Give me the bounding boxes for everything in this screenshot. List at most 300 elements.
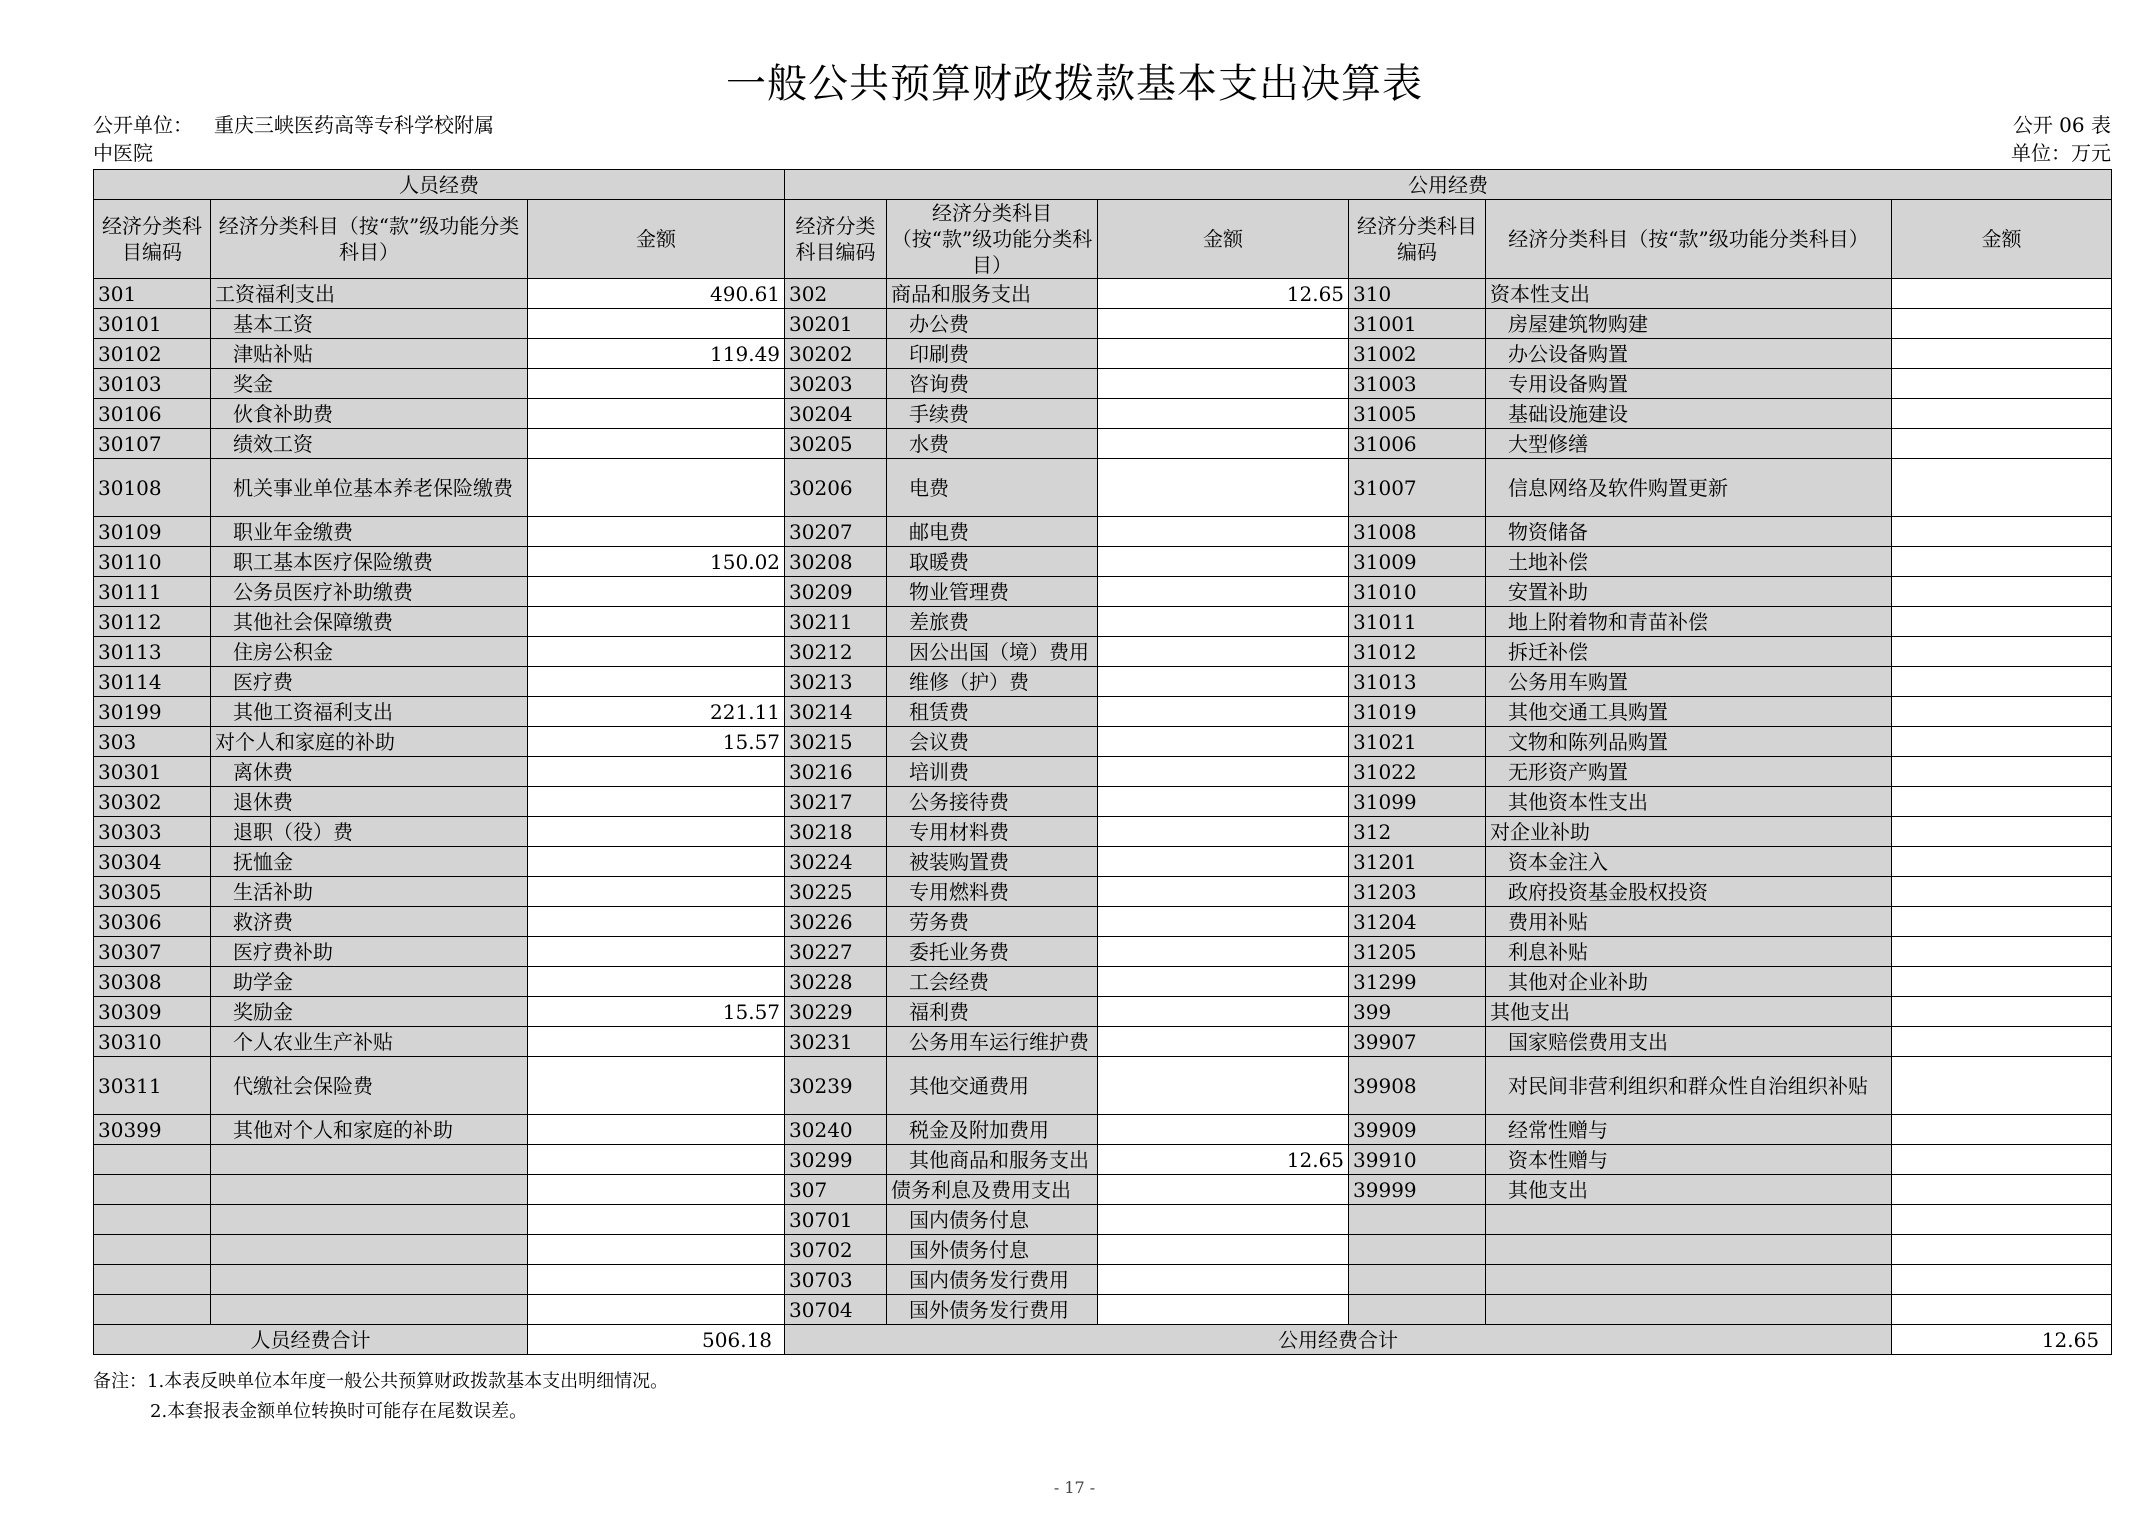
table-row	[94, 1295, 2112, 1325]
personnel-amount: 15.57	[528, 727, 785, 757]
public-a-name: 因公出国（境）费用	[887, 637, 1098, 667]
public-b-amount	[1892, 1057, 2112, 1115]
public-b-code: 31003	[1349, 369, 1486, 399]
personnel-amount	[528, 399, 785, 429]
public-a-code: 30231	[785, 1027, 887, 1057]
personnel-code: 30304	[94, 847, 211, 877]
public-b-amount	[1892, 997, 2112, 1027]
public-a-code: 30217	[785, 787, 887, 817]
personnel-total-amount: 506.18	[528, 1325, 785, 1355]
public-b-amount	[1892, 399, 2112, 429]
public-a-amount	[1098, 937, 1349, 967]
personnel-code: 30102	[94, 339, 211, 369]
unit-name-continued: 中医院	[93, 141, 153, 165]
personnel-amount	[528, 817, 785, 847]
table-number: 公开 06 表	[2012, 113, 2111, 137]
public-b-amount	[1892, 907, 2112, 937]
public-a-name: 其他交通费用	[887, 1057, 1098, 1115]
public-b-name: 土地补偿	[1486, 547, 1892, 577]
table-row	[94, 997, 2112, 1027]
public-a-code: 30299	[785, 1145, 887, 1175]
public-a-name: 电费	[887, 459, 1098, 517]
public-a-amount	[1098, 339, 1349, 369]
personnel-amount	[528, 907, 785, 937]
public-b-name: 安置补助	[1486, 577, 1892, 607]
public-b-name: 资本性支出	[1486, 279, 1892, 309]
personnel-code: 30111	[94, 577, 211, 607]
table-row	[94, 817, 2112, 847]
public-a-name: 租赁费	[887, 697, 1098, 727]
table-row	[94, 967, 2112, 997]
personnel-code: 30110	[94, 547, 211, 577]
public-a-amount	[1098, 817, 1349, 847]
public-a-amount	[1098, 1027, 1349, 1057]
public-a-amount	[1098, 547, 1349, 577]
public-a-code: 30239	[785, 1057, 887, 1115]
personnel-name: 助学金	[211, 967, 528, 997]
col-header-amount: 金额	[528, 200, 785, 279]
public-b-amount	[1892, 847, 2112, 877]
public-a-name: 委托业务费	[887, 937, 1098, 967]
public-b-name: 大型修缮	[1486, 429, 1892, 459]
public-a-name: 公务接待费	[887, 787, 1098, 817]
public-b-name: 资本性赠与	[1486, 1145, 1892, 1175]
personnel-code	[94, 1145, 211, 1175]
public-b-amount	[1892, 697, 2112, 727]
public-b-name: 政府投资基金股权投资	[1486, 877, 1892, 907]
personnel-amount: 150.02	[528, 547, 785, 577]
public-b-code: 31205	[1349, 937, 1486, 967]
public-b-amount	[1892, 1295, 2112, 1325]
personnel-name: 津贴补贴	[211, 339, 528, 369]
personnel-name: 医疗费	[211, 667, 528, 697]
unit-label: 公开单位：	[93, 113, 193, 137]
public-a-amount	[1098, 399, 1349, 429]
public-b-name: 信息网络及软件购置更新	[1486, 459, 1892, 517]
public-a-name: 其他商品和服务支出	[887, 1145, 1098, 1175]
public-b-amount	[1892, 1175, 2112, 1205]
personnel-name	[211, 1265, 528, 1295]
col-header-code: 经济分类科目编码	[785, 200, 887, 279]
personnel-amount	[528, 1205, 785, 1235]
personnel-amount	[528, 637, 785, 667]
public-a-code: 30213	[785, 667, 887, 697]
public-b-name: 利息补贴	[1486, 937, 1892, 967]
public-b-amount	[1892, 1205, 2112, 1235]
personnel-name: 救济费	[211, 907, 528, 937]
personnel-amount	[528, 1175, 785, 1205]
public-a-code: 30701	[785, 1205, 887, 1235]
public-b-name: 对企业补助	[1486, 817, 1892, 847]
public-a-name: 维修（护）费	[887, 667, 1098, 697]
public-b-code: 31001	[1349, 309, 1486, 339]
personnel-amount	[528, 1235, 785, 1265]
public-a-name: 公务用车运行维护费	[887, 1027, 1098, 1057]
table-row	[94, 1115, 2112, 1145]
public-b-code: 31009	[1349, 547, 1486, 577]
public-a-amount	[1098, 877, 1349, 907]
table-row	[94, 547, 2112, 577]
public-b-name: 费用补贴	[1486, 907, 1892, 937]
note-2: 2.本套报表金额单位转换时可能存在尾数误差。	[150, 1401, 528, 1422]
personnel-amount	[528, 757, 785, 787]
public-b-amount	[1892, 279, 2112, 309]
public-a-name: 商品和服务支出	[887, 279, 1098, 309]
personnel-name: 退休费	[211, 787, 528, 817]
public-a-name: 咨询费	[887, 369, 1098, 399]
personnel-name	[211, 1235, 528, 1265]
personnel-amount	[528, 429, 785, 459]
table-row	[94, 667, 2112, 697]
personnel-code: 30399	[94, 1115, 211, 1145]
public-a-code: 302	[785, 279, 887, 309]
table-row	[94, 339, 2112, 369]
personnel-name	[211, 1205, 528, 1235]
personnel-amount	[528, 937, 785, 967]
col-header-code: 经济分类科目编码	[1349, 200, 1486, 279]
public-b-name: 办公设备购置	[1486, 339, 1892, 369]
public-a-name: 专用燃料费	[887, 877, 1098, 907]
public-b-amount	[1892, 339, 2112, 369]
personnel-name: 退职（役）费	[211, 817, 528, 847]
public-a-code: 30227	[785, 937, 887, 967]
personnel-name	[211, 1145, 528, 1175]
public-a-code: 30205	[785, 429, 887, 459]
public-a-amount	[1098, 1265, 1349, 1295]
public-a-name: 印刷费	[887, 339, 1098, 369]
table-row	[94, 1145, 2112, 1175]
public-b-code: 31008	[1349, 517, 1486, 547]
table-row	[94, 1057, 2112, 1115]
personnel-amount: 15.57	[528, 997, 785, 1027]
personnel-code: 30311	[94, 1057, 211, 1115]
public-b-code: 31021	[1349, 727, 1486, 757]
public-a-amount	[1098, 667, 1349, 697]
public-a-code: 30208	[785, 547, 887, 577]
personnel-name: 代缴社会保险费	[211, 1057, 528, 1115]
col-header-name: 经济分类科目（按“款”级功能分类科目）	[887, 200, 1098, 279]
personnel-amount: 119.49	[528, 339, 785, 369]
personnel-amount: 221.11	[528, 697, 785, 727]
public-a-name: 债务利息及费用支出	[887, 1175, 1098, 1205]
public-a-name: 劳务费	[887, 907, 1098, 937]
public-b-amount	[1892, 967, 2112, 997]
public-b-name	[1486, 1235, 1892, 1265]
public-a-name: 邮电费	[887, 517, 1098, 547]
public-b-amount	[1892, 637, 2112, 667]
public-a-name: 国内债务发行费用	[887, 1265, 1098, 1295]
personnel-code: 30302	[94, 787, 211, 817]
public-b-code: 31022	[1349, 757, 1486, 787]
public-b-amount	[1892, 667, 2112, 697]
public-a-code: 30216	[785, 757, 887, 787]
public-a-name: 专用材料费	[887, 817, 1098, 847]
public-b-name: 其他支出	[1486, 997, 1892, 1027]
personnel-total-label: 人员经费合计	[94, 1325, 528, 1355]
public-a-name: 培训费	[887, 757, 1098, 787]
table-row	[94, 429, 2112, 459]
personnel-code: 30199	[94, 697, 211, 727]
personnel-name: 其他对个人和家庭的补助	[211, 1115, 528, 1145]
table-row	[94, 577, 2112, 607]
personnel-amount	[528, 847, 785, 877]
public-total-label: 公用经费合计	[785, 1325, 1892, 1355]
personnel-name: 基本工资	[211, 309, 528, 339]
public-a-name: 办公费	[887, 309, 1098, 339]
public-a-amount	[1098, 369, 1349, 399]
personnel-amount	[528, 1145, 785, 1175]
public-a-code: 30207	[785, 517, 887, 547]
public-b-name: 拆迁补偿	[1486, 637, 1892, 667]
public-b-code: 31299	[1349, 967, 1486, 997]
public-b-code: 399	[1349, 997, 1486, 1027]
table-row	[94, 369, 2112, 399]
personnel-code: 30305	[94, 877, 211, 907]
public-b-name: 其他资本性支出	[1486, 787, 1892, 817]
personnel-name: 职工基本医疗保险缴费	[211, 547, 528, 577]
public-b-name: 其他支出	[1486, 1175, 1892, 1205]
personnel-amount	[528, 577, 785, 607]
personnel-name	[211, 1175, 528, 1205]
table-row	[94, 1235, 2112, 1265]
public-a-code: 30224	[785, 847, 887, 877]
table-row	[94, 1205, 2112, 1235]
public-b-code: 31201	[1349, 847, 1486, 877]
public-b-code: 312	[1349, 817, 1486, 847]
public-b-amount	[1892, 727, 2112, 757]
public-b-amount	[1892, 369, 2112, 399]
table-row	[94, 907, 2112, 937]
public-b-code	[1349, 1265, 1486, 1295]
public-a-name: 被装购置费	[887, 847, 1098, 877]
table-row	[94, 517, 2112, 547]
public-a-amount	[1098, 967, 1349, 997]
public-a-code: 30201	[785, 309, 887, 339]
table-row	[94, 847, 2112, 877]
personnel-name: 公务员医疗补助缴费	[211, 577, 528, 607]
public-b-amount	[1892, 459, 2112, 517]
personnel-name: 工资福利支出	[211, 279, 528, 309]
personnel-amount	[528, 369, 785, 399]
personnel-code: 30106	[94, 399, 211, 429]
public-a-amount	[1098, 1235, 1349, 1265]
col-header-name: 经济分类科目（按“款”级功能分类科目）	[211, 200, 528, 279]
personnel-code: 30103	[94, 369, 211, 399]
public-a-amount	[1098, 577, 1349, 607]
public-b-amount	[1892, 577, 2112, 607]
public-b-code: 31012	[1349, 637, 1486, 667]
public-b-amount	[1892, 429, 2112, 459]
personnel-amount: 490.61	[528, 279, 785, 309]
public-b-amount	[1892, 607, 2112, 637]
personnel-code	[94, 1175, 211, 1205]
public-a-name: 福利费	[887, 997, 1098, 1027]
public-a-amount	[1098, 757, 1349, 787]
personnel-name: 生活补助	[211, 877, 528, 907]
public-b-amount	[1892, 1115, 2112, 1145]
table-row	[94, 937, 2112, 967]
public-b-amount	[1892, 517, 2112, 547]
public-b-name: 其他交通工具购置	[1486, 697, 1892, 727]
personnel-amount	[528, 1057, 785, 1115]
public-a-amount	[1098, 1175, 1349, 1205]
public-b-amount	[1892, 1145, 2112, 1175]
personnel-name: 医疗费补助	[211, 937, 528, 967]
col-header-amount: 金额	[1098, 200, 1349, 279]
public-b-name: 地上附着物和青苗补偿	[1486, 607, 1892, 637]
personnel-name: 其他工资福利支出	[211, 697, 528, 727]
note-1: 备注：1.本表反映单位本年度一般公共预算财政拨款基本支出明细情况。	[93, 1371, 669, 1392]
public-a-amount	[1098, 1295, 1349, 1325]
personnel-amount	[528, 459, 785, 517]
public-a-amount: 12.65	[1098, 1145, 1349, 1175]
public-a-amount	[1098, 517, 1349, 547]
personnel-code: 30107	[94, 429, 211, 459]
table-row	[94, 697, 2112, 727]
public-a-code: 30240	[785, 1115, 887, 1145]
personnel-code: 30306	[94, 907, 211, 937]
public-b-name	[1486, 1205, 1892, 1235]
table-row	[94, 459, 2112, 517]
personnel-amount	[528, 1295, 785, 1325]
public-b-name: 对民间非营利组织和群众性自治组织补贴	[1486, 1057, 1892, 1115]
public-b-name: 物资储备	[1486, 517, 1892, 547]
public-a-name: 会议费	[887, 727, 1098, 757]
public-b-amount	[1892, 1265, 2112, 1295]
personnel-name: 奖金	[211, 369, 528, 399]
public-a-amount	[1098, 697, 1349, 727]
public-a-name: 差旅费	[887, 607, 1098, 637]
personnel-code: 30108	[94, 459, 211, 517]
table-row	[94, 727, 2112, 757]
public-a-name: 取暖费	[887, 547, 1098, 577]
public-b-name: 文物和陈列品购置	[1486, 727, 1892, 757]
public-a-amount	[1098, 607, 1349, 637]
col-header-name: 经济分类科目（按“款”级功能分类科目）	[1486, 200, 1892, 279]
section-header-personnel: 人员经费	[94, 170, 785, 200]
table-row	[94, 637, 2112, 667]
public-a-code: 30225	[785, 877, 887, 907]
public-a-code: 30204	[785, 399, 887, 429]
public-b-amount	[1892, 547, 2112, 577]
personnel-code: 301	[94, 279, 211, 309]
public-b-code: 310	[1349, 279, 1486, 309]
section-header-public: 公用经费	[785, 170, 2112, 200]
public-b-code	[1349, 1295, 1486, 1325]
table-row	[94, 279, 2112, 309]
public-b-code: 39999	[1349, 1175, 1486, 1205]
public-a-code: 30704	[785, 1295, 887, 1325]
money-unit: 单位：万元	[2011, 141, 2111, 165]
public-a-amount	[1098, 429, 1349, 459]
public-b-amount	[1892, 309, 2112, 339]
public-b-code: 31013	[1349, 667, 1486, 697]
table-row	[94, 1027, 2112, 1057]
page-number: - 17 -	[1053, 1478, 1096, 1497]
public-b-name: 经常性赠与	[1486, 1115, 1892, 1145]
personnel-name: 抚恤金	[211, 847, 528, 877]
public-a-amount	[1098, 787, 1349, 817]
personnel-name: 个人农业生产补贴	[211, 1027, 528, 1057]
personnel-name: 奖励金	[211, 997, 528, 1027]
public-b-code: 31203	[1349, 877, 1486, 907]
public-a-amount	[1098, 309, 1349, 339]
public-a-amount	[1098, 459, 1349, 517]
personnel-code: 30301	[94, 757, 211, 787]
table-row	[94, 1175, 2112, 1205]
table-row	[94, 309, 2112, 339]
public-a-name: 国外债务发行费用	[887, 1295, 1098, 1325]
public-b-name: 国家赔偿费用支出	[1486, 1027, 1892, 1057]
personnel-code	[94, 1205, 211, 1235]
personnel-code	[94, 1295, 211, 1325]
public-a-code: 30218	[785, 817, 887, 847]
personnel-name: 其他社会保障缴费	[211, 607, 528, 637]
public-b-code: 31011	[1349, 607, 1486, 637]
public-total-amount: 12.65	[1892, 1325, 2112, 1355]
public-b-amount	[1892, 877, 2112, 907]
public-a-amount	[1098, 727, 1349, 757]
public-a-name: 国外债务付息	[887, 1235, 1098, 1265]
public-a-name: 手续费	[887, 399, 1098, 429]
public-b-code: 39908	[1349, 1057, 1486, 1115]
personnel-code	[94, 1265, 211, 1295]
public-a-code: 30209	[785, 577, 887, 607]
public-a-code: 30228	[785, 967, 887, 997]
public-a-code: 30206	[785, 459, 887, 517]
personnel-code: 30114	[94, 667, 211, 697]
table-row	[94, 877, 2112, 907]
personnel-code: 30309	[94, 997, 211, 1027]
personnel-amount	[528, 1115, 785, 1145]
personnel-code: 303	[94, 727, 211, 757]
public-b-amount	[1892, 757, 2112, 787]
public-a-code: 30702	[785, 1235, 887, 1265]
public-a-name: 水费	[887, 429, 1098, 459]
public-b-code: 39910	[1349, 1145, 1486, 1175]
personnel-code: 30112	[94, 607, 211, 637]
public-a-amount	[1098, 1205, 1349, 1235]
public-b-name: 无形资产购置	[1486, 757, 1892, 787]
public-a-code: 30215	[785, 727, 887, 757]
personnel-amount	[528, 309, 785, 339]
public-b-code: 39909	[1349, 1115, 1486, 1145]
personnel-code: 30109	[94, 517, 211, 547]
public-a-code: 30212	[785, 637, 887, 667]
public-b-name: 公务用车购置	[1486, 667, 1892, 697]
public-a-amount: 12.65	[1098, 279, 1349, 309]
public-b-code: 31204	[1349, 907, 1486, 937]
public-b-name: 房屋建筑物购建	[1486, 309, 1892, 339]
personnel-amount	[528, 1265, 785, 1295]
public-b-code: 31019	[1349, 697, 1486, 727]
public-b-amount	[1892, 787, 2112, 817]
personnel-code: 30310	[94, 1027, 211, 1057]
expenditure-table	[93, 169, 2112, 1355]
public-b-name: 资本金注入	[1486, 847, 1892, 877]
table-row	[94, 1265, 2112, 1295]
public-b-code: 31007	[1349, 459, 1486, 517]
public-b-name	[1486, 1295, 1892, 1325]
public-b-amount	[1892, 1027, 2112, 1057]
personnel-code: 30101	[94, 309, 211, 339]
public-a-code: 30229	[785, 997, 887, 1027]
public-b-code: 31005	[1349, 399, 1486, 429]
personnel-code	[94, 1235, 211, 1265]
public-b-code: 39907	[1349, 1027, 1486, 1057]
personnel-name: 离休费	[211, 757, 528, 787]
public-a-code: 30703	[785, 1265, 887, 1295]
